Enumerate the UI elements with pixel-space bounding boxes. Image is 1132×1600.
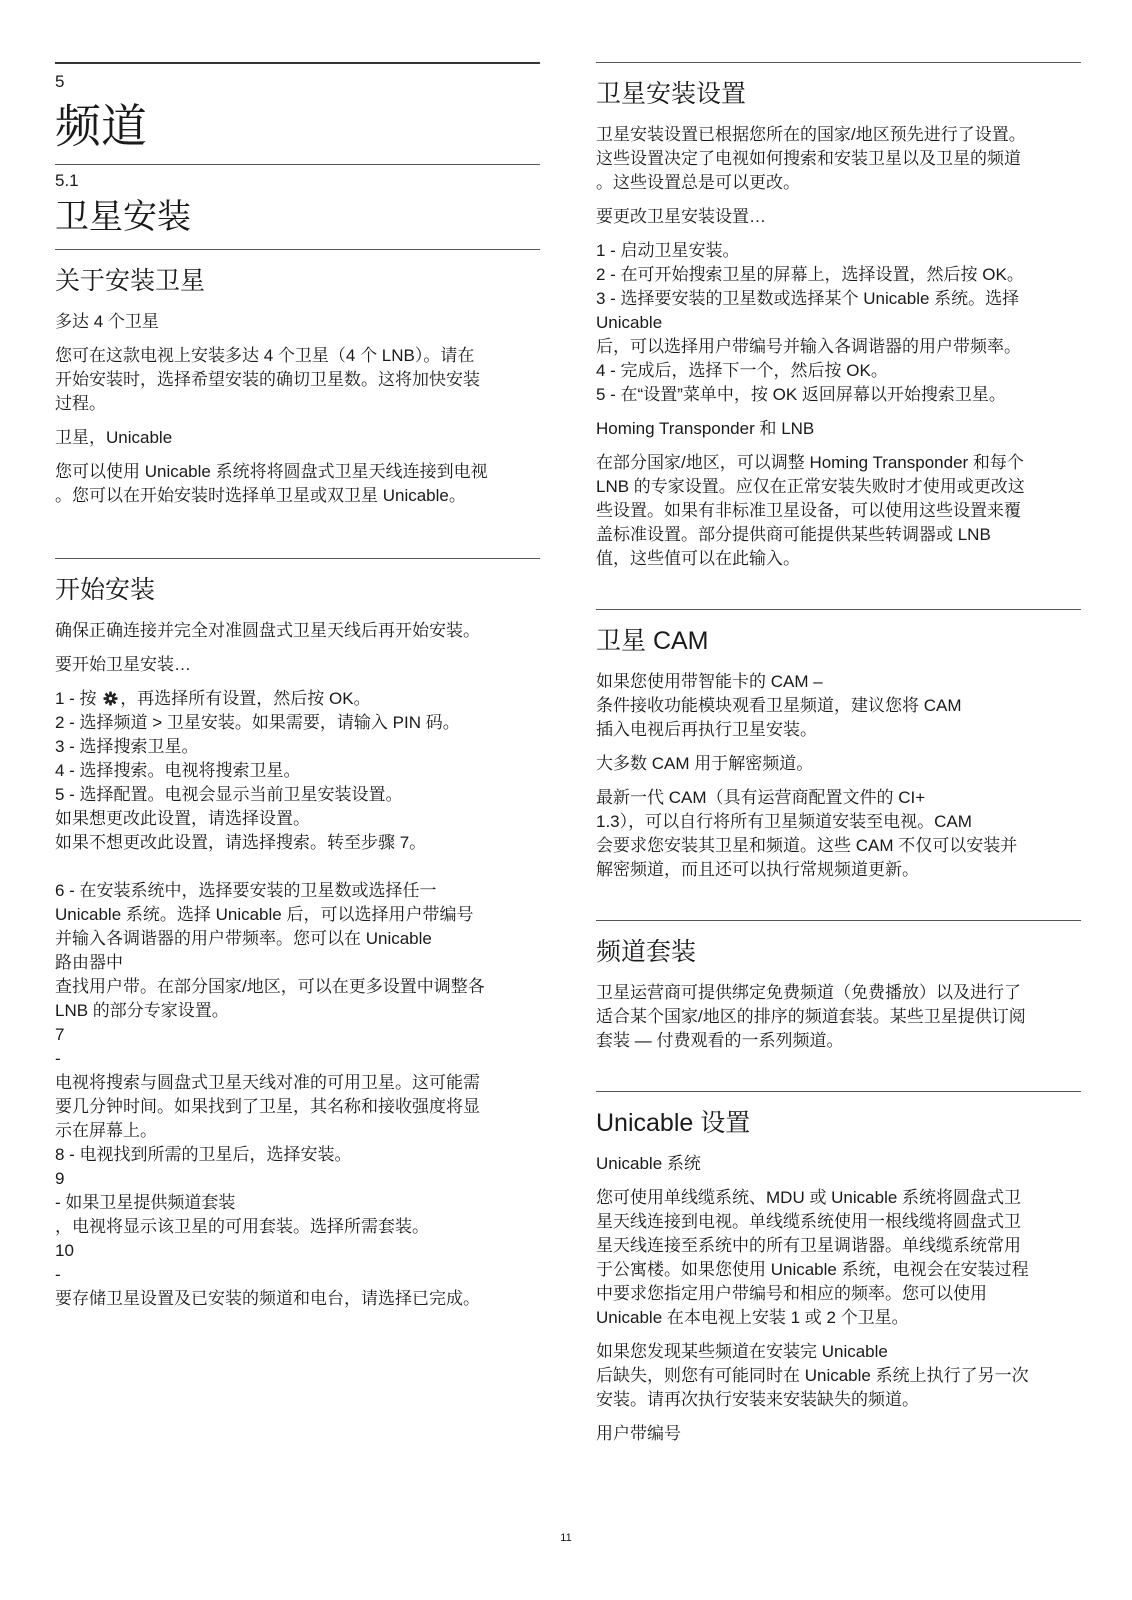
list-item: 6 - 在安装系统中，选择要安装的卫星数或选择任一 <box>55 881 437 900</box>
packages-section <box>596 935 1081 1053</box>
paragraph: 卫星安装设置已根据您所在的国家/地区预先进行了设置。 这些设置决定了电视如何搜索和安装卫星以及卫星的频道 。这些设置总是可以更改。 <box>596 125 1026 192</box>
list-item: 1 - 按 ，再选择所有设置，然后按 OK。 <box>55 689 371 708</box>
divider <box>55 164 540 165</box>
list-item: 并输入各调谐器的用户带频率。您可以在 Unicable <box>55 929 432 948</box>
list-item: 4 - 完成后，选择下一个，然后按 OK。 <box>596 361 888 380</box>
divider <box>55 62 540 64</box>
gear-icon <box>103 691 118 706</box>
list-item: 8 - 电视找到所需的卫星后，选择安装。 <box>55 1145 352 1164</box>
section-number: 5.1 <box>55 171 79 190</box>
list-item: 路由器中 <box>55 953 123 972</box>
list-item: - <box>55 1265 61 1284</box>
page-number: 11 <box>560 1532 572 1544</box>
start-section <box>55 573 540 1311</box>
list-item: 如果不想更改此设置，请选择搜索。转至步骤 7。 <box>55 833 427 852</box>
step-list <box>55 687 540 1311</box>
chapter-title: 频道 <box>55 100 147 152</box>
list-item <box>55 855 540 879</box>
paragraph: 您可在这款电视上安装多达 4 个卫星（4 个 LNB）。请在 开始安装时，选择希望安装的确切卫星数。这将加快安装 过程。 <box>55 346 480 413</box>
list-item: 示在屏幕上。 <box>55 1121 157 1140</box>
about-section <box>55 264 540 508</box>
list-item: 10 <box>55 1241 74 1260</box>
list-item: Unicable <box>596 313 663 332</box>
list-item: LNB 的部分专家设置。 <box>55 1001 229 1020</box>
list-item: 5 - 在“设置”菜单中，按 OK 返回屏幕以开始搜索卫星。 <box>596 385 1006 404</box>
paragraph: 多达 4 个卫星 <box>55 312 159 331</box>
list-item: - <box>55 1049 61 1068</box>
list-item: 电视将搜索与圆盘式卫星天线对准的可用卫星。这可能需 <box>55 1073 480 1092</box>
settings-title: 卫星安装设置 <box>596 80 747 108</box>
cam-section <box>596 624 1081 882</box>
packages-title: 频道套装 <box>596 938 697 966</box>
about-title: 关于安装卫星 <box>55 267 206 295</box>
divider <box>596 609 1081 610</box>
divider <box>596 1091 1081 1092</box>
paragraph: 卫星，Unicable <box>55 428 173 447</box>
list-item: 要几分钟时间。如果找到了卫星，其名称和接收强度将显 <box>55 1097 480 1116</box>
list-item: 1 - 启动卫星安装。 <box>596 241 740 260</box>
paragraph: Unicable 系统 <box>596 1154 701 1173</box>
paragraph: 最新一代 CAM（具有运营商配置文件的 CI+ 1.3），可以自行将所有卫星频道安装至电视。CAM 会要求您安装其卫星和频道。这些 CAM 不仅可以安装并 解密频道，而且还可以执行常规频道更新。 <box>596 788 1018 879</box>
list-item: 7 <box>55 1025 65 1044</box>
left-column <box>55 62 540 1321</box>
divider <box>55 249 540 250</box>
right-column <box>596 62 1081 1456</box>
paragraph: 要更改卫星安装设置… <box>596 207 766 226</box>
paragraph: Homing Transponder 和 LNB <box>596 419 815 438</box>
cam-title: 卫星 CAM <box>596 627 709 655</box>
paragraph: 您可使用单线缆系统、MDU 或 Unicable 系统将圆盘式卫 星天线连接到电视。单线缆系统使用一根线缆将圆盘式卫 星天线连接至系统中的所有卫星调谐器。单线缆系统常用 于公寓楼。如果您使用 Unicable 系统，电视会在安装过程 中要求您指定用户带编号和相应的频率。您可以使用 Unicable 在本电视上安装 1 或 2 个卫星。 <box>596 1188 1029 1327</box>
list-item: 3 - 选择要安装的卫星数或选择某个 Unicable 系统。选择 <box>596 289 1020 308</box>
paragraph: 确保正确连接并完全对准圆盘式卫星天线后再开始安装。 <box>55 621 480 640</box>
list-item: 如果想更改此设置，请选择设置。 <box>55 809 310 828</box>
list-item: 要存储卫星设置及已安装的频道和电台，请选择已完成。 <box>55 1289 480 1308</box>
list-item: 4 - 选择搜索。电视将搜索卫星。 <box>55 761 301 780</box>
step-list <box>596 239 1081 407</box>
chapter-number: 5 <box>55 72 65 91</box>
list-item: 5 - 选择配置。电视会显示当前卫星安装设置。 <box>55 785 403 804</box>
paragraph: 您可以使用 Unicable 系统将将圆盘式卫星天线连接到电视 。您可以在开始安装时选择单卫星或双卫星 Unicable。 <box>55 462 488 505</box>
divider <box>596 62 1081 63</box>
list-item: 查找用户带。在部分国家/地区，可以在更多设置中调整各 <box>55 977 485 996</box>
list-item: - 如果卫星提供频道套装 <box>55 1193 236 1212</box>
list-item: 2 - 在可开始搜索卫星的屏幕上，选择设置，然后按 OK。 <box>596 265 1024 284</box>
divider <box>55 558 540 559</box>
list-item: 后，可以选择用户带编号并输入各调谐器的用户带频率。 <box>596 337 1021 356</box>
settings-section <box>596 77 1081 571</box>
list-item: 2 - 选择频道 > 卫星安装。如果需要，请输入 PIN 码。 <box>55 713 460 732</box>
list-item: 9 <box>55 1169 65 1188</box>
paragraph: 如果您发现某些频道在安装完 Unicable 后缺失，则您有可能同时在 Unicable 系统上执行了另一次 安装。请再次执行安装来安装缺失的频道。 <box>596 1342 1029 1409</box>
list-item: Unicable 系统。选择 Unicable 后，可以选择用户带编号 <box>55 905 474 924</box>
section-title: 卫星安装 <box>55 198 191 236</box>
divider <box>596 920 1081 921</box>
paragraph: 要开始卫星安装… <box>55 655 191 674</box>
unicable-section <box>596 1106 1081 1446</box>
start-title: 开始安装 <box>55 576 156 604</box>
list-item: ，电视将显示该卫星的可用套装。选择所需套装。 <box>55 1217 429 1236</box>
list-item: 3 - 选择搜索卫星。 <box>55 737 199 756</box>
unicable-title: Unicable 设置 <box>596 1109 751 1137</box>
paragraph: 卫星运营商可提供绑定免费频道（免费播放）以及进行了 适合某个国家/地区的排序的频道套装。某些卫星提供订阅 套装 — 付费观看的一系列频道。 <box>596 983 1026 1050</box>
paragraph: 如果您使用带智能卡的 CAM – 条件接收功能模块观看卫星频道，建议您将 CAM 插入电视后再执行卫星安装。 <box>596 672 962 739</box>
paragraph: 在部分国家/地区，可以调整 Homing Transponder 和每个 LNB 的专家设置。应仅在正常安装失败时才使用或更改这 些设置。如果有非标准卫星设备，可以使用这些设置来覆 盖标准设置。部分提供商可能提供某些转调器或 LNB 值，这些值可以在此输入。 <box>596 453 1025 568</box>
paragraph: 用户带编号 <box>596 1424 681 1443</box>
paragraph: 大多数 CAM 用于解密频道。 <box>596 754 814 773</box>
